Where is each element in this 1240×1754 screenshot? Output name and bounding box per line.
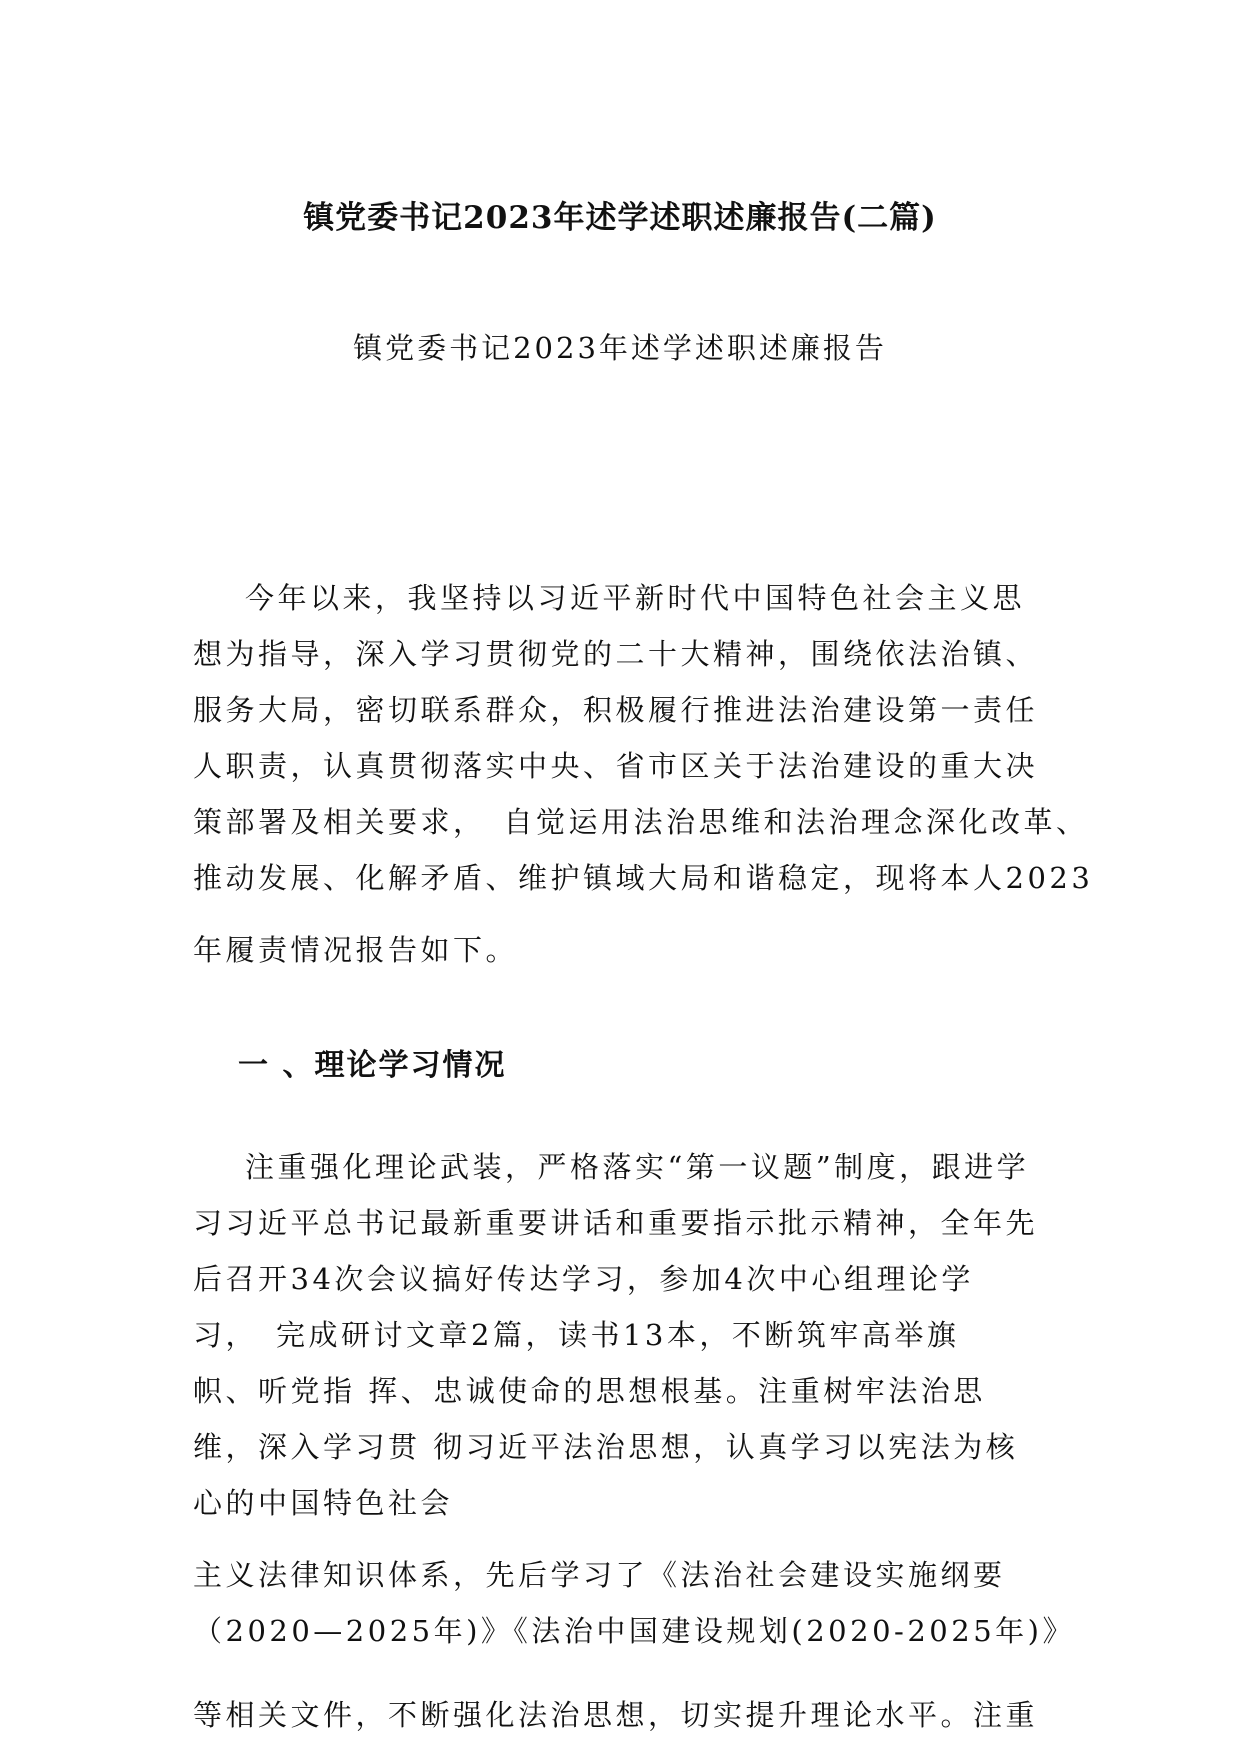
section-line: 主义法律知识体系，先后学习了《法治社会建设实施纲要 <box>193 1558 1006 1592</box>
section-heading: 一 、理论学习情况 <box>238 1048 507 1083</box>
intro-line: 今年以来，我坚持以习近平新时代中国特色社会主义思 <box>245 581 1026 615</box>
section-line: 习， 完成研讨文章2篇，读书13本，不断筑牢高举旗 <box>193 1318 960 1352</box>
section-line: 帜、听党指 挥、忠诚使命的思想根基。注重树牢法治思 <box>193 1374 986 1408</box>
section-line: （2020—2025年)》《法治中国建设规划(2020-2025年)》 <box>193 1614 1075 1648</box>
section-line: 注重强化理论武装，严格落实“第一议题”制度，跟进学 <box>245 1150 1030 1184</box>
intro-line: 推动发展、化解矛盾、维护镇域大局和谐稳定，现将本人2023 <box>193 861 1094 895</box>
section-line: 等相关文件，不断强化法治思想，切实提升理论水平。注重 <box>193 1698 1039 1732</box>
section-line: 习习近平总书记最新重要讲话和重要指示批示精神，全年先 <box>193 1206 1039 1240</box>
document-title: 镇党委书记2023年述学述职述廉报告(二篇) <box>303 200 937 236</box>
section-line: 心的中国特色社会 <box>193 1486 454 1520</box>
intro-line: 想为指导，深入学习贯彻党的二十大精神，围绕依法治镇、 <box>193 637 1039 671</box>
intro-line: 策部署及相关要求， 自觉运用法治思维和法治理念深化改革、 <box>193 805 1089 839</box>
intro-line: 年履责情况报告如下。 <box>193 933 519 967</box>
document-subtitle: 镇党委书记2023年述学述职述廉报告 <box>353 331 887 365</box>
intro-line: 服务大局，密切联系群众，积极履行推进法治建设第一责任 <box>193 693 1039 727</box>
section-line: 后召开34次会议搞好传达学习，参加4次中心组理论学 <box>193 1262 974 1296</box>
intro-line: 人职责，认真贯彻落实中央、省市区关于法治建设的重大决 <box>193 749 1039 783</box>
section-line: 维，深入学习贯 彻习近平法治思想，认真学习以宪法为核 <box>193 1430 1019 1464</box>
